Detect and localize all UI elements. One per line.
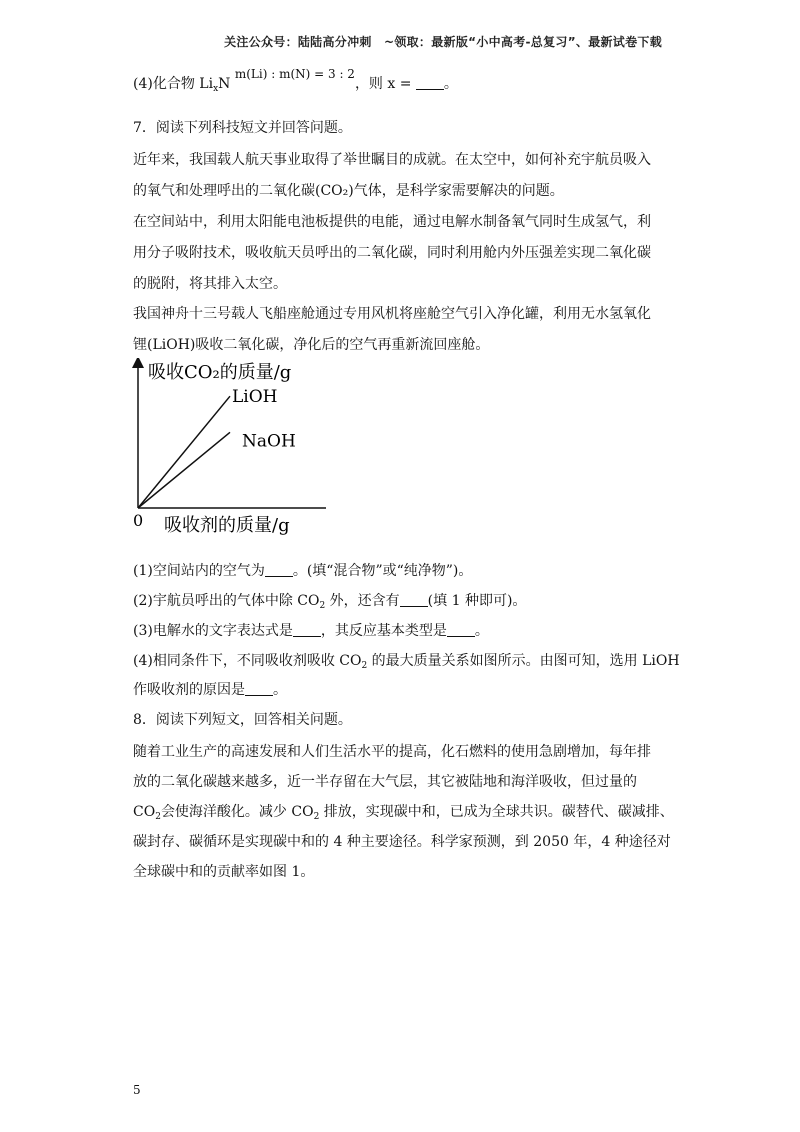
q4-n: N [218, 76, 231, 92]
series-line-lioh [138, 396, 230, 508]
series-label-lioh: LiOH [232, 387, 278, 408]
q7-para2-line2: 用分子吸附技术，吸收航天员呼出的二氧化碳，同时利用舱内外压强差实现二氧化碳 [133, 245, 651, 261]
q7-q3-end: 。 [474, 623, 489, 639]
q7-sub1 [133, 561, 673, 581]
q7-sub4-line2 [133, 680, 673, 700]
series-line-naoh [138, 432, 230, 508]
series-label-naoh: NaOH [242, 431, 296, 452]
answer-blank[interactable] [416, 75, 444, 90]
q8-line2: 放的二氧化碳越来越多，近一半存留在大气层，其它被陆地和海洋吸收，但过量的 [133, 774, 637, 790]
origin-label: 0 [133, 511, 144, 530]
x-axis-label: 吸收剂的质量/g [164, 515, 290, 536]
answer-blank-4[interactable] [245, 681, 273, 696]
q4-compound-line [133, 67, 673, 99]
q7-para1-line2: 的氧气和处理呼出的二氧化碳(CO₂)气体，是科学家需要解决的问题。 [133, 183, 564, 199]
q7-para2-line3: 的脱附，将其排入太空。 [133, 276, 287, 292]
q7-para3-line2: 锂(LiOH)吸收二氧化碳，净化后的空气再重新流回座舱。 [133, 337, 490, 353]
q7-sub4 [133, 651, 680, 676]
subscript-x: x [213, 84, 219, 94]
q7-q1-text: (1)空间站内的空气为 [133, 563, 265, 579]
subscript-2: 2 [155, 812, 161, 822]
q4-prefix: (4)化合物 Li [133, 76, 214, 92]
q8-line3-c: 排放，实现碳中和，已成为全球共识。碳替代、碳减排、 [319, 804, 674, 820]
q8-line3 [133, 802, 673, 827]
q7-q2-end: (填 1 种即可)。 [427, 593, 527, 609]
q8-line3-b: 会使海洋酸化。减少 CO [160, 804, 314, 820]
q7-para3-line1: 我国神舟十三号载人飞船座舱通过专用风机将座舱空气引入净化罐，利用无水氢氧化 [133, 306, 651, 322]
subscript-2: 2 [313, 812, 320, 822]
q7-q2-text-b: 外，还含有 [325, 593, 400, 609]
page-header: 关注公众号：陆陆高分冲刺 ~领取：最新版“小中高考-总复习”、最新试卷下载 [224, 35, 662, 49]
q8-line5: 全球碳中和的贡献率如图 1。 [133, 864, 315, 880]
q8-line1: 随着工业生产的高速发展和人们生活水平的提高，化石燃料的使用急剧增加，每年排 [133, 744, 651, 760]
answer-blank-1[interactable] [265, 562, 293, 577]
q7-para1-line1: 近年来，我国载人航天事业取得了举世瞩目的成就。在太空中，如何补充宇航员吸入 [133, 152, 651, 168]
q7-sub2 [133, 591, 673, 616]
q7-q4-end: 。 [273, 682, 287, 698]
q7-title: 7．阅读下列科技短文并回答问题。 [133, 120, 352, 136]
q8-title: 8．阅读下列短文，回答相关问题。 [133, 712, 352, 728]
q8-co: CO [133, 804, 156, 820]
q7-q3-text: (3)电解水的文字表达式是 [133, 623, 293, 639]
y-axis-label: 吸收CO₂的质量/g [148, 362, 292, 383]
q7-q2-text: (2)宇航员呼出的气体中除 CO [133, 593, 320, 609]
absorption-chart [128, 358, 328, 538]
q7-q4-text-b: 的最大质量关系如图所示。由图可知，选用 LiOH [367, 653, 680, 669]
q7-q4-text: (4)相同条件下，不同吸收剂吸收 CO [133, 653, 362, 669]
q7-q1-end: 。(填“混合物”或“纯净物”)。 [292, 563, 473, 579]
answer-blank-3a[interactable] [293, 622, 321, 637]
subscript-2: 2 [361, 661, 368, 671]
q7-q3-text-b: ，其反应基本类型是 [320, 623, 447, 639]
page-number: 5 [133, 1083, 141, 1097]
subscript-2: 2 [319, 601, 326, 611]
q7-sub3 [133, 621, 673, 641]
q7-para2-line1: 在空间站中，利用太阳能电池板提供的电能，通过电解水制备氧气同时生成氢气，利 [133, 214, 651, 230]
mass-ratio: m(Li) : m(N) = 3 : 2 [234, 67, 355, 81]
q8-line4: 碳封存、碳循环是实现碳中和的 4 种主要途径。科学家预测，到 2050 年，4 种途径对 [133, 834, 671, 850]
q7-q4-line2-text: 作吸收剂的原因是 [133, 682, 245, 698]
answer-blank-2[interactable] [400, 592, 428, 607]
q4-then: ，则 x = [354, 76, 416, 92]
answer-blank-3b[interactable] [447, 622, 475, 637]
q4-end: 。 [443, 76, 458, 92]
